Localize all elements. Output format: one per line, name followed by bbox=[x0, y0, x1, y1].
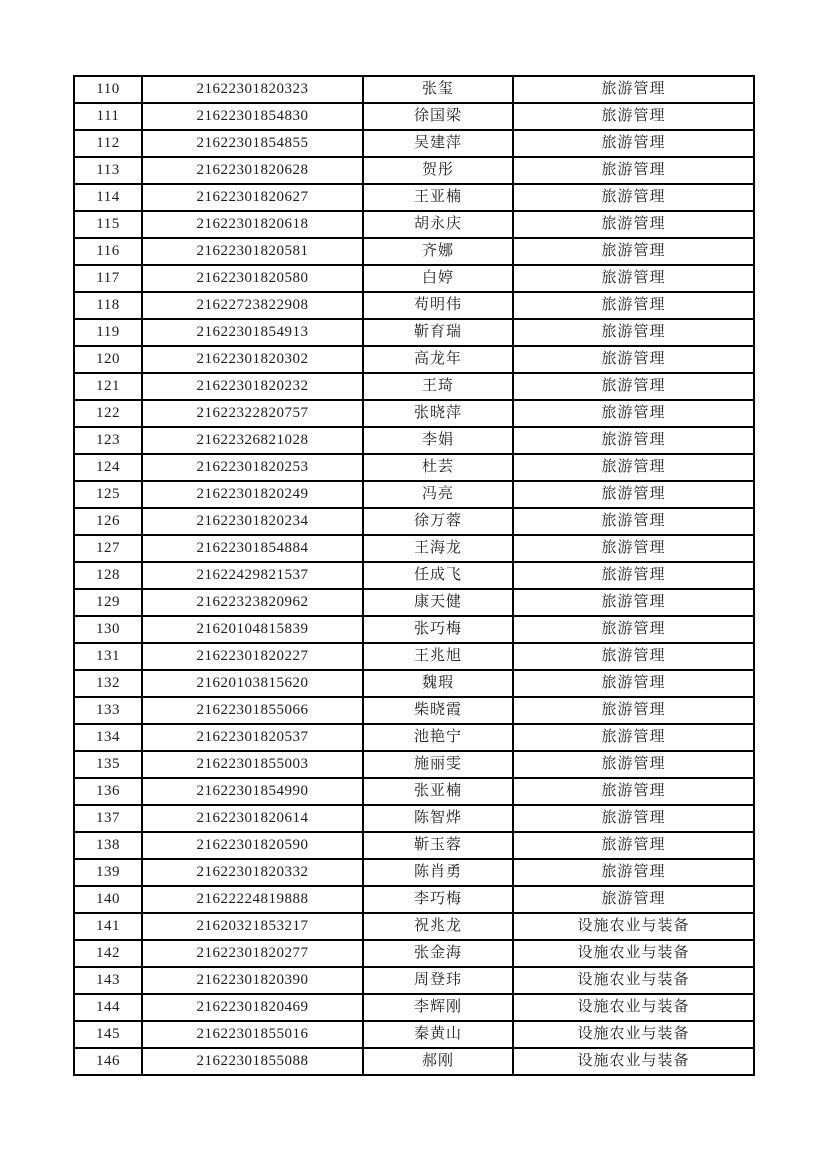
row-number-cell: 129 bbox=[74, 589, 142, 616]
student-id-cell: 21620103815620 bbox=[142, 670, 363, 697]
table-row bbox=[74, 130, 754, 157]
table-row bbox=[74, 346, 754, 373]
table-row bbox=[74, 859, 754, 886]
student-name-cell: 任成飞 bbox=[363, 562, 513, 589]
major-cell: 旅游管理 bbox=[513, 265, 754, 292]
student-id-cell: 21622301820332 bbox=[142, 859, 363, 886]
table-row bbox=[74, 481, 754, 508]
table-row bbox=[74, 886, 754, 913]
row-number-cell: 120 bbox=[74, 346, 142, 373]
row-number-cell: 116 bbox=[74, 238, 142, 265]
student-name-cell: 杜芸 bbox=[363, 454, 513, 481]
student-name-cell: 王海龙 bbox=[363, 535, 513, 562]
table-row bbox=[74, 670, 754, 697]
major-cell: 旅游管理 bbox=[513, 562, 754, 589]
table-row bbox=[74, 76, 754, 103]
student-id-cell: 21622301854990 bbox=[142, 778, 363, 805]
major-cell: 旅游管理 bbox=[513, 184, 754, 211]
student-name-cell: 冯亮 bbox=[363, 481, 513, 508]
student-name-cell: 胡永庆 bbox=[363, 211, 513, 238]
student-name-cell: 郝刚 bbox=[363, 1048, 513, 1075]
table-row bbox=[74, 427, 754, 454]
table-row bbox=[74, 751, 754, 778]
student-name-cell: 吴建萍 bbox=[363, 130, 513, 157]
row-number-cell: 110 bbox=[74, 76, 142, 103]
row-number-cell: 144 bbox=[74, 994, 142, 1021]
student-id-cell: 21622301855088 bbox=[142, 1048, 363, 1075]
student-name-cell: 魏瑕 bbox=[363, 670, 513, 697]
major-cell: 旅游管理 bbox=[513, 427, 754, 454]
row-number-cell: 119 bbox=[74, 319, 142, 346]
student-name-cell: 苟明伟 bbox=[363, 292, 513, 319]
major-cell: 旅游管理 bbox=[513, 670, 754, 697]
major-cell: 旅游管理 bbox=[513, 724, 754, 751]
table-row bbox=[74, 724, 754, 751]
student-id-cell: 21622301820628 bbox=[142, 157, 363, 184]
student-name-cell: 张亚楠 bbox=[363, 778, 513, 805]
student-id-cell: 21622301820234 bbox=[142, 508, 363, 535]
major-cell: 旅游管理 bbox=[513, 346, 754, 373]
row-number-cell: 128 bbox=[74, 562, 142, 589]
table-row bbox=[74, 103, 754, 130]
table-row bbox=[74, 508, 754, 535]
row-number-cell: 126 bbox=[74, 508, 142, 535]
student-name-cell: 康天健 bbox=[363, 589, 513, 616]
table-row bbox=[74, 238, 754, 265]
student-name-cell: 靳玉蓉 bbox=[363, 832, 513, 859]
student-id-cell: 21622301820249 bbox=[142, 481, 363, 508]
major-cell: 旅游管理 bbox=[513, 238, 754, 265]
row-number-cell: 111 bbox=[74, 103, 142, 130]
student-id-cell: 21622301820614 bbox=[142, 805, 363, 832]
major-cell: 旅游管理 bbox=[513, 292, 754, 319]
row-number-cell: 142 bbox=[74, 940, 142, 967]
major-cell: 旅游管理 bbox=[513, 211, 754, 238]
row-number-cell: 132 bbox=[74, 670, 142, 697]
student-id-cell: 21622301820253 bbox=[142, 454, 363, 481]
row-number-cell: 122 bbox=[74, 400, 142, 427]
table-row bbox=[74, 643, 754, 670]
student-id-cell: 21622301854855 bbox=[142, 130, 363, 157]
major-cell: 旅游管理 bbox=[513, 589, 754, 616]
row-number-cell: 137 bbox=[74, 805, 142, 832]
row-number-cell: 131 bbox=[74, 643, 142, 670]
student-name-cell: 王兆旭 bbox=[363, 643, 513, 670]
major-cell: 旅游管理 bbox=[513, 373, 754, 400]
student-name-cell: 张玺 bbox=[363, 76, 513, 103]
major-cell: 旅游管理 bbox=[513, 751, 754, 778]
student-name-cell: 祝兆龙 bbox=[363, 913, 513, 940]
major-cell: 设施农业与装备 bbox=[513, 913, 754, 940]
student-name-cell: 白婷 bbox=[363, 265, 513, 292]
student-id-cell: 21622301820580 bbox=[142, 265, 363, 292]
row-number-cell: 141 bbox=[74, 913, 142, 940]
student-name-cell: 柴晓霞 bbox=[363, 697, 513, 724]
row-number-cell: 117 bbox=[74, 265, 142, 292]
table-row bbox=[74, 211, 754, 238]
student-id-cell: 21622301820618 bbox=[142, 211, 363, 238]
table-row bbox=[74, 616, 754, 643]
student-id-cell: 21622301820590 bbox=[142, 832, 363, 859]
major-cell: 旅游管理 bbox=[513, 697, 754, 724]
table-row bbox=[74, 373, 754, 400]
major-cell: 旅游管理 bbox=[513, 481, 754, 508]
row-number-cell: 113 bbox=[74, 157, 142, 184]
student-id-cell: 21622224819888 bbox=[142, 886, 363, 913]
student-name-cell: 李娟 bbox=[363, 427, 513, 454]
student-id-cell: 21622322820757 bbox=[142, 400, 363, 427]
major-cell: 旅游管理 bbox=[513, 319, 754, 346]
row-number-cell: 146 bbox=[74, 1048, 142, 1075]
major-cell: 旅游管理 bbox=[513, 643, 754, 670]
major-cell: 旅游管理 bbox=[513, 616, 754, 643]
student-name-cell: 池艳宁 bbox=[363, 724, 513, 751]
student-id-cell: 21622326821028 bbox=[142, 427, 363, 454]
student-name-cell: 高龙年 bbox=[363, 346, 513, 373]
student-id-cell: 21622301820232 bbox=[142, 373, 363, 400]
student-id-cell: 21622301854830 bbox=[142, 103, 363, 130]
table-row bbox=[74, 805, 754, 832]
major-cell: 旅游管理 bbox=[513, 76, 754, 103]
table-row bbox=[74, 265, 754, 292]
row-number-cell: 121 bbox=[74, 373, 142, 400]
table-row bbox=[74, 157, 754, 184]
major-cell: 旅游管理 bbox=[513, 103, 754, 130]
student-name-cell: 张巧梅 bbox=[363, 616, 513, 643]
row-number-cell: 143 bbox=[74, 967, 142, 994]
row-number-cell: 138 bbox=[74, 832, 142, 859]
major-cell: 旅游管理 bbox=[513, 859, 754, 886]
table-row bbox=[74, 778, 754, 805]
row-number-cell: 136 bbox=[74, 778, 142, 805]
student-id-cell: 21622301820469 bbox=[142, 994, 363, 1021]
major-cell: 旅游管理 bbox=[513, 508, 754, 535]
major-cell: 旅游管理 bbox=[513, 400, 754, 427]
major-cell: 旅游管理 bbox=[513, 886, 754, 913]
table-row bbox=[74, 913, 754, 940]
table-row bbox=[74, 562, 754, 589]
major-cell: 旅游管理 bbox=[513, 778, 754, 805]
student-id-cell: 21622723822908 bbox=[142, 292, 363, 319]
table-row bbox=[74, 697, 754, 724]
row-number-cell: 133 bbox=[74, 697, 142, 724]
table-row bbox=[74, 1021, 754, 1048]
student-id-cell: 21622301855003 bbox=[142, 751, 363, 778]
major-cell: 设施农业与装备 bbox=[513, 940, 754, 967]
row-number-cell: 118 bbox=[74, 292, 142, 319]
major-cell: 旅游管理 bbox=[513, 805, 754, 832]
row-number-cell: 135 bbox=[74, 751, 142, 778]
table-row bbox=[74, 589, 754, 616]
student-name-cell: 王琦 bbox=[363, 373, 513, 400]
student-id-cell: 21622301820323 bbox=[142, 76, 363, 103]
student-id-cell: 21620321853217 bbox=[142, 913, 363, 940]
major-cell: 旅游管理 bbox=[513, 130, 754, 157]
row-number-cell: 125 bbox=[74, 481, 142, 508]
student-id-cell: 21622301820277 bbox=[142, 940, 363, 967]
student-id-cell: 21622301820627 bbox=[142, 184, 363, 211]
row-number-cell: 124 bbox=[74, 454, 142, 481]
student-name-cell: 张晓萍 bbox=[363, 400, 513, 427]
table-row bbox=[74, 994, 754, 1021]
roster-table-body bbox=[74, 76, 754, 1075]
table-row bbox=[74, 184, 754, 211]
student-name-cell: 秦黄山 bbox=[363, 1021, 513, 1048]
student-id-cell: 21622301854884 bbox=[142, 535, 363, 562]
table-row bbox=[74, 454, 754, 481]
major-cell: 旅游管理 bbox=[513, 535, 754, 562]
major-cell: 设施农业与装备 bbox=[513, 1048, 754, 1075]
student-id-cell: 21622429821537 bbox=[142, 562, 363, 589]
row-number-cell: 115 bbox=[74, 211, 142, 238]
student-name-cell: 李辉刚 bbox=[363, 994, 513, 1021]
table-row bbox=[74, 967, 754, 994]
student-id-cell: 21622301820302 bbox=[142, 346, 363, 373]
student-name-cell: 张金海 bbox=[363, 940, 513, 967]
student-name-cell: 陈智烨 bbox=[363, 805, 513, 832]
row-number-cell: 114 bbox=[74, 184, 142, 211]
student-id-cell: 21622301855016 bbox=[142, 1021, 363, 1048]
major-cell: 旅游管理 bbox=[513, 454, 754, 481]
major-cell: 设施农业与装备 bbox=[513, 967, 754, 994]
student-id-cell: 21622301820390 bbox=[142, 967, 363, 994]
student-name-cell: 李巧梅 bbox=[363, 886, 513, 913]
table-row bbox=[74, 940, 754, 967]
student-id-cell: 21622301854913 bbox=[142, 319, 363, 346]
student-id-cell: 21622301820581 bbox=[142, 238, 363, 265]
student-name-cell: 陈肖勇 bbox=[363, 859, 513, 886]
table-row bbox=[74, 292, 754, 319]
table-row bbox=[74, 832, 754, 859]
row-number-cell: 145 bbox=[74, 1021, 142, 1048]
student-name-cell: 施丽雯 bbox=[363, 751, 513, 778]
row-number-cell: 123 bbox=[74, 427, 142, 454]
student-name-cell: 靳育瑞 bbox=[363, 319, 513, 346]
student-id-cell: 21622323820962 bbox=[142, 589, 363, 616]
table-row bbox=[74, 535, 754, 562]
major-cell: 设施农业与装备 bbox=[513, 1021, 754, 1048]
student-name-cell: 徐国梁 bbox=[363, 103, 513, 130]
student-name-cell: 周登玮 bbox=[363, 967, 513, 994]
major-cell: 设施农业与装备 bbox=[513, 994, 754, 1021]
major-cell: 旅游管理 bbox=[513, 157, 754, 184]
student-id-cell: 21622301855066 bbox=[142, 697, 363, 724]
table-row bbox=[74, 1048, 754, 1075]
student-id-cell: 21620104815839 bbox=[142, 616, 363, 643]
row-number-cell: 140 bbox=[74, 886, 142, 913]
student-name-cell: 贺彤 bbox=[363, 157, 513, 184]
row-number-cell: 134 bbox=[74, 724, 142, 751]
student-name-cell: 王亚楠 bbox=[363, 184, 513, 211]
student-name-cell: 徐万蓉 bbox=[363, 508, 513, 535]
table-row bbox=[74, 319, 754, 346]
row-number-cell: 130 bbox=[74, 616, 142, 643]
student-roster-table bbox=[73, 75, 755, 1076]
row-number-cell: 127 bbox=[74, 535, 142, 562]
student-id-cell: 21622301820227 bbox=[142, 643, 363, 670]
row-number-cell: 139 bbox=[74, 859, 142, 886]
student-name-cell: 齐娜 bbox=[363, 238, 513, 265]
row-number-cell: 112 bbox=[74, 130, 142, 157]
major-cell: 旅游管理 bbox=[513, 832, 754, 859]
student-id-cell: 21622301820537 bbox=[142, 724, 363, 751]
table-row bbox=[74, 400, 754, 427]
